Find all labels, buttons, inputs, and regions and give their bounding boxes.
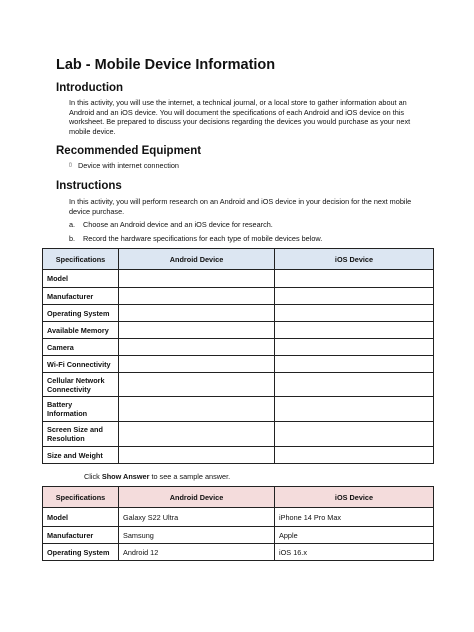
bullet-icon: ▯ [69,162,72,168]
table-header-row [43,249,434,270]
equipment-item: Device with internet connection [78,161,179,170]
table-row [43,339,434,356]
table-row [43,270,434,288]
spec-label: Size and Weight [43,447,119,464]
ios-value: iOS 16.x [275,544,434,561]
spec-label: Manufacturer [43,527,119,544]
android-entry-cell[interactable] [119,339,275,356]
table-row [43,373,434,397]
page-title: Lab - Mobile Device Information [56,57,276,73]
ios-entry-cell[interactable] [275,288,434,305]
ios-entry-cell[interactable] [275,447,434,464]
table-row [43,322,434,339]
step-marker: a. [69,220,76,229]
ios-entry-cell[interactable] [275,397,434,422]
table-row [43,447,434,464]
ios-entry-cell[interactable] [275,270,434,288]
ios-entry-cell[interactable] [275,305,434,322]
column-header-specifications: Specifications [43,487,119,508]
spec-label: Wi-Fi Connectivity [43,356,119,373]
spec-label: Screen Size and Resolution [43,422,119,447]
column-header-ios: iOS Device [275,487,434,508]
table-row [43,508,434,527]
equipment-heading: Recommended Equipment [56,145,202,157]
android-entry-cell[interactable] [119,373,275,397]
show-answer-instruction [84,472,230,481]
android-value: Samsung [119,527,275,544]
instructions-text: In this activity, you will perform research on an Android and iOS device in your decision for the next mobile device purchase. [69,197,412,216]
table-row [43,288,434,305]
ios-entry-cell[interactable] [275,422,434,447]
specifications-table [42,248,434,464]
ios-value: Apple [275,527,434,544]
table-row [43,397,434,422]
android-entry-cell[interactable] [119,397,275,422]
spec-label: Available Memory [43,322,119,339]
ios-entry-cell[interactable] [275,373,434,397]
ios-entry-cell[interactable] [275,356,434,373]
column-header-ios: iOS Device [275,249,434,270]
show-answer-suffix: to see a sample answer. [149,472,231,481]
android-entry-cell[interactable] [119,322,275,339]
spec-label: Battery Information [43,397,119,422]
android-entry-cell[interactable] [119,356,275,373]
column-header-android: Android Device [119,487,275,508]
show-answer-prefix: Click [84,472,102,481]
ios-entry-cell[interactable] [275,322,434,339]
table-row [43,422,434,447]
spec-label: Model [43,508,119,527]
spec-label: Operating System [43,544,119,561]
table-row [43,527,434,544]
column-header-android: Android Device [119,249,275,270]
spec-label: Model [43,270,119,288]
step-text: Record the hardware specifications for each type of mobile devices below. [83,234,323,243]
spec-label: Operating System [43,305,119,322]
android-entry-cell[interactable] [119,288,275,305]
table-row [43,305,434,322]
android-entry-cell[interactable] [119,270,275,288]
android-value: Galaxy S22 Ultra [119,508,275,527]
ios-entry-cell[interactable] [275,339,434,356]
show-answer-link[interactable]: Show Answer [101,472,150,481]
instructions-heading: Instructions [56,180,122,192]
step-text: Choose an Android device and an iOS device for research. [83,220,273,229]
android-value: Android 12 [119,544,275,561]
android-entry-cell[interactable] [119,422,275,447]
spec-label: Camera [43,339,119,356]
spec-label: Manufacturer [43,288,119,305]
introduction-heading: Introduction [56,82,124,94]
android-entry-cell[interactable] [119,305,275,322]
sample-answer-table [42,486,434,561]
android-entry-cell[interactable] [119,447,275,464]
ios-value: iPhone 14 Pro Max [275,508,434,527]
spec-label: Cellular Network Connectivity [43,373,119,397]
introduction-text: In this activity, you will use the internet, a technical journal, or a local store to gather information about an Android and an iOS device. You will document the specifications of each Android and iOS device on this worksheet. Be prepared to discuss your decisions regarding the devices you would purchase as your next mobile device. [69,98,411,136]
column-header-specifications: Specifications [43,249,119,270]
table-row [43,544,434,561]
table-header-row [43,487,434,508]
step-marker: b. [69,234,76,243]
table-row [43,356,434,373]
